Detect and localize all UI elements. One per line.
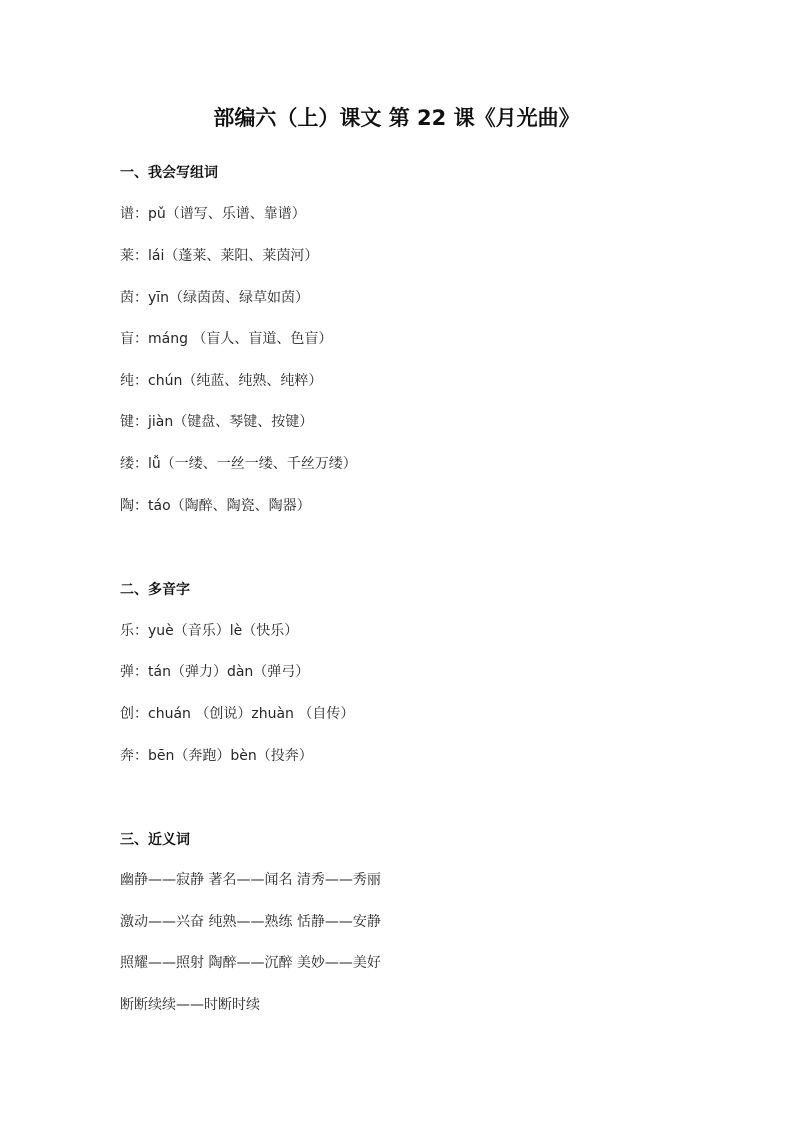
list-item: 断断续续——时断时续 <box>120 997 260 1013</box>
list-item: 缕：lǚ（一缕、一丝一缕、千丝万缕） <box>120 456 357 472</box>
section-heading-polyphones: 二、多音字 <box>120 582 190 598</box>
list-item: 弹：tán（弹力）dàn（弹弓） <box>120 664 310 680</box>
section-heading-write-words: 一、我会写组词 <box>120 165 218 181</box>
list-item: 幽静——寂静 著名——闻名 清秀——秀丽 <box>120 872 381 888</box>
list-item: 谱：pǔ（谱写、乐谱、靠谱） <box>120 206 306 222</box>
section-heading-synonyms: 三、近义词 <box>120 832 190 848</box>
list-item: 茵：yīn（绿茵茵、绿草如茵） <box>120 290 310 306</box>
list-item: 照耀——照射 陶醉——沉醉 美妙——美好 <box>120 955 381 971</box>
list-item: 盲：máng （盲人、盲道、色盲） <box>120 331 333 347</box>
list-item: 乐：yuè（音乐）lè（快乐） <box>120 623 299 639</box>
list-item: 奔：bēn（奔跑）bèn（投奔） <box>120 748 313 764</box>
list-item: 激动——兴奋 纯熟——熟练 恬静——安静 <box>120 914 381 930</box>
list-item: 纯：chún（纯蓝、纯熟、纯粹） <box>120 373 323 389</box>
list-item: 创：chuán （创说）zhuàn （自传） <box>120 706 355 722</box>
list-item: 莱：lái（蓬莱、莱阳、莱茵河） <box>120 248 319 264</box>
list-item: 键：jiàn（键盘、琴键、按键） <box>120 414 314 430</box>
page-title: 部编六（上）课文 第 22 课《月光曲》 <box>213 106 580 130</box>
list-item: 陶：táo（陶醉、陶瓷、陶器） <box>120 498 311 514</box>
